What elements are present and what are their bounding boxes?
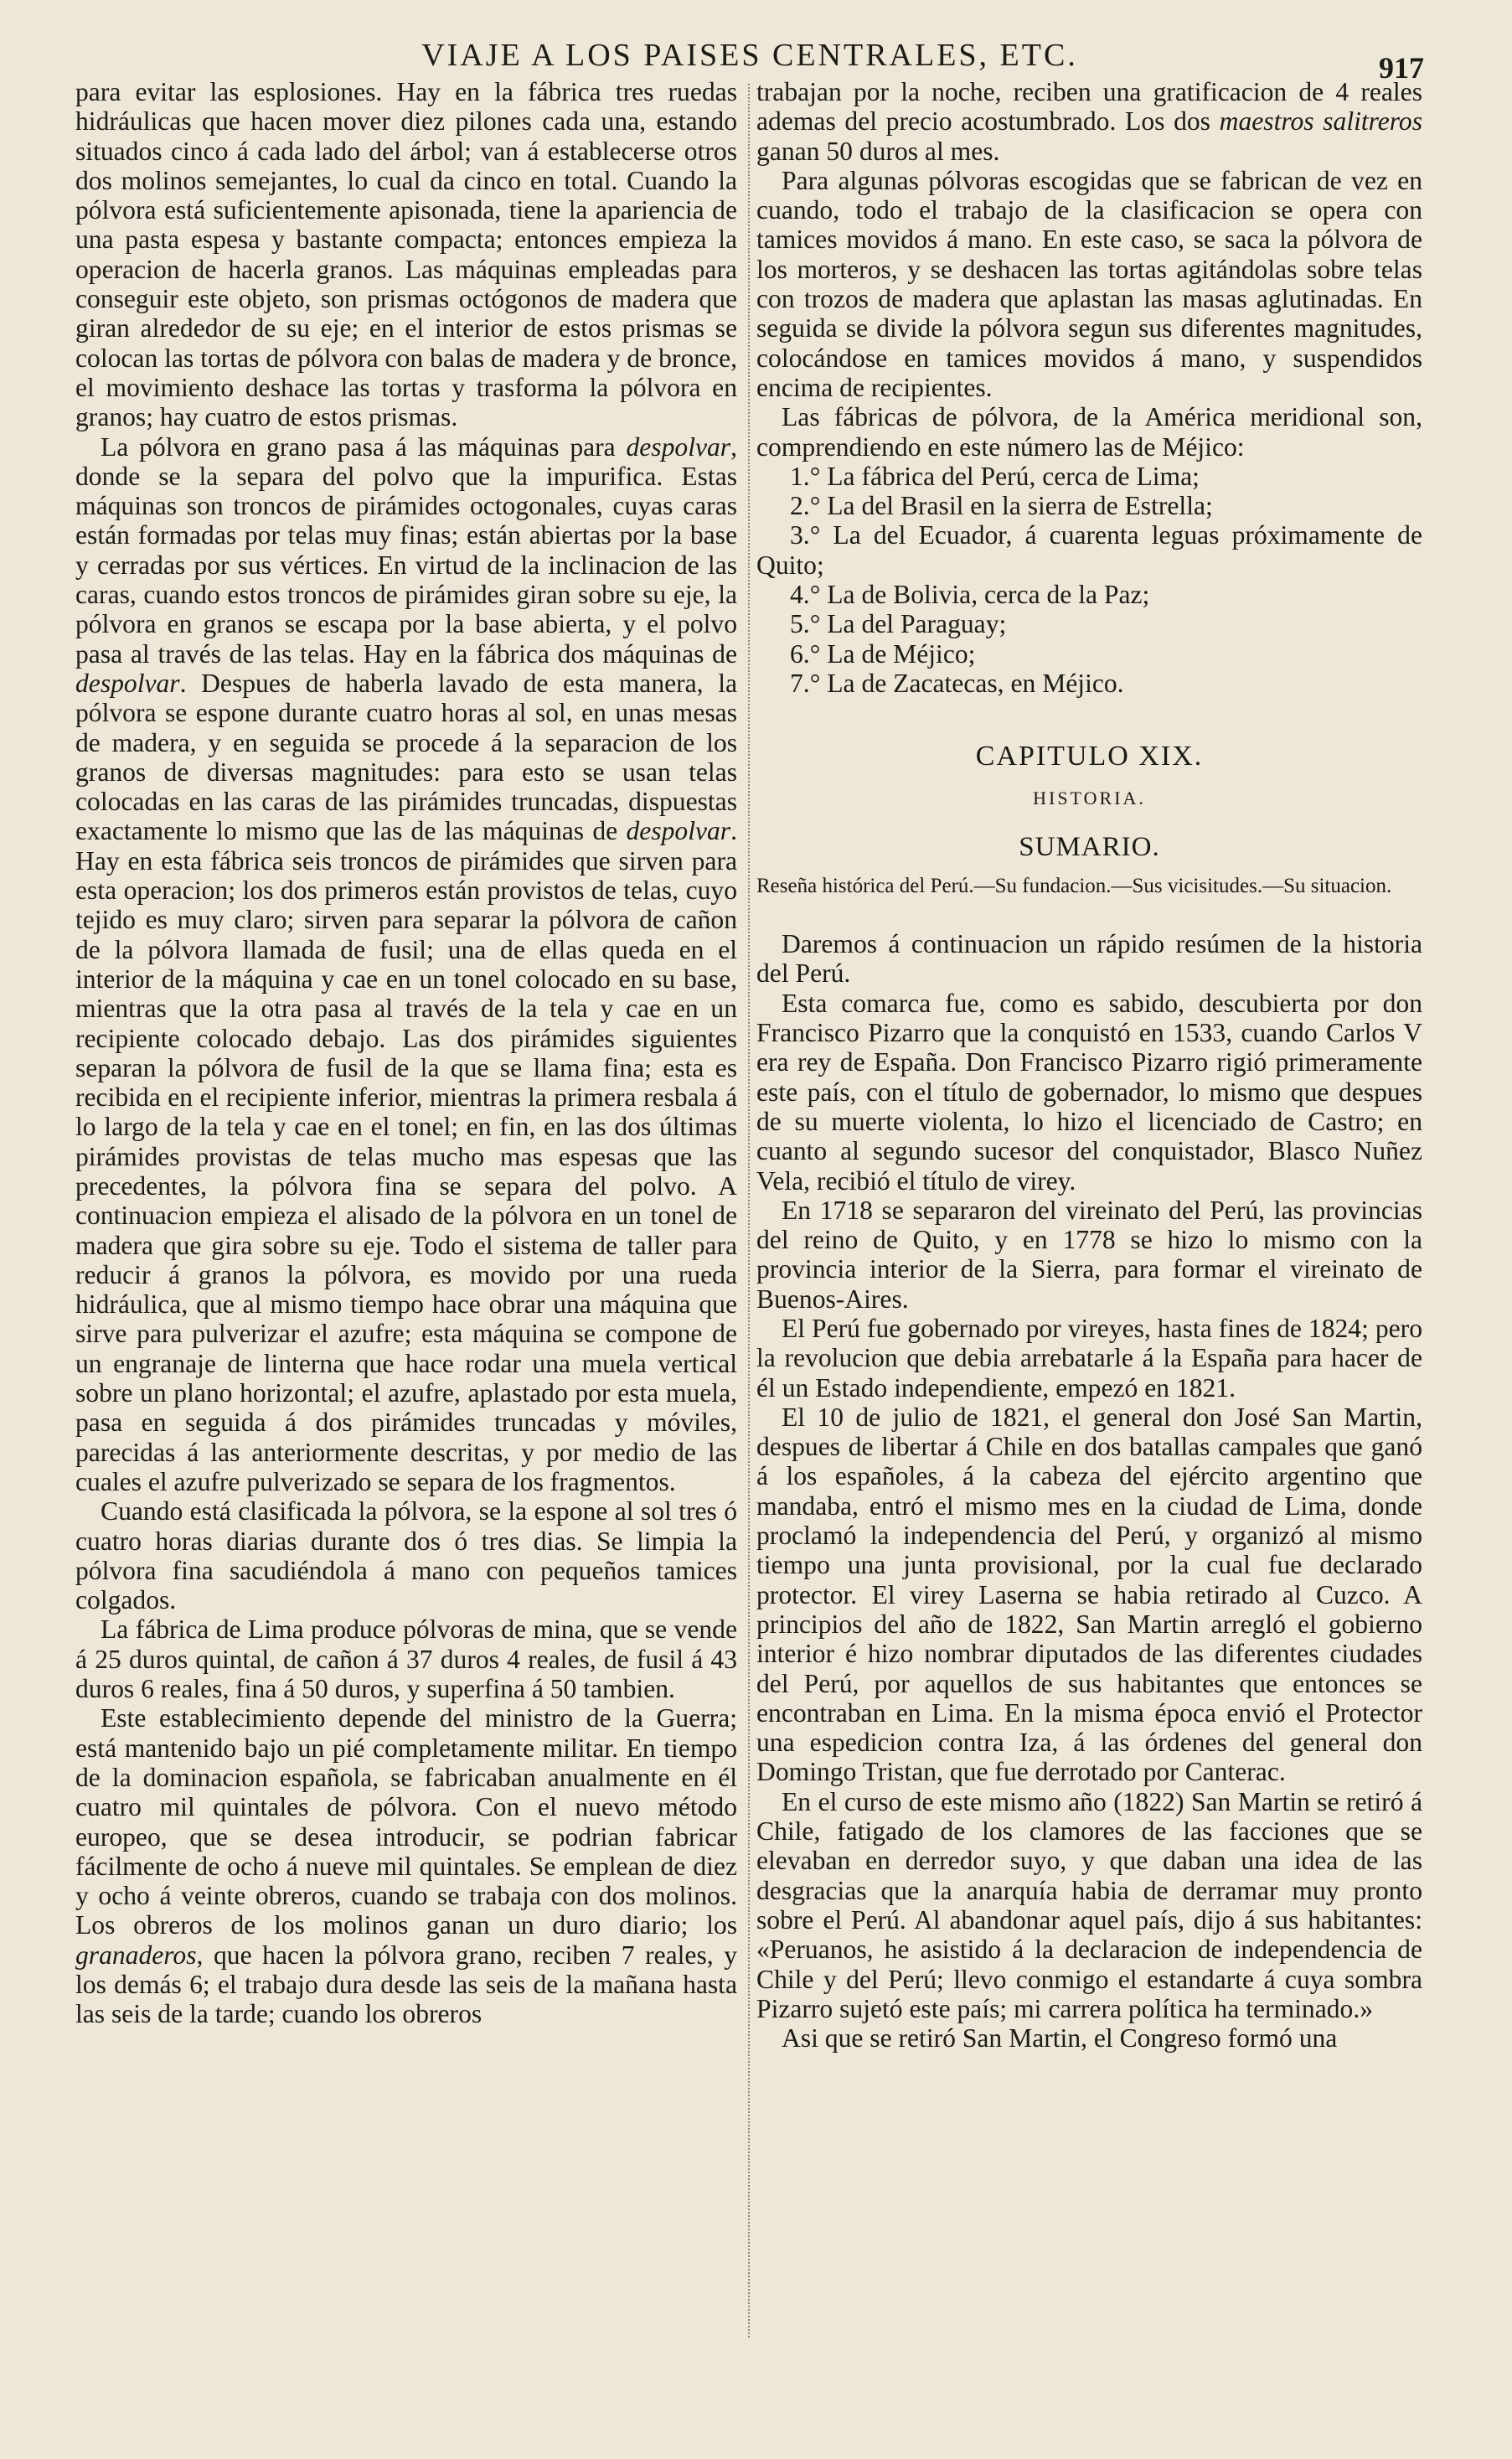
text-run: , que hacen la pólvora grano, reciben 7 reales, y los demás 6; el trabajo dura desde las seis de la mañana hasta las seis de la tarde; cuando los obreros <box>75 1940 737 2029</box>
italic-term: despolvar <box>75 668 180 698</box>
summary-heading: SUMARIO. <box>1019 831 1160 862</box>
text-run: trabajan por la noche, reciben una gratificacion de 4 reales ademas del precio acostumbrado. Los dos <box>756 77 1422 137</box>
paragraph: En el curso de este mismo año (1822) San Martin se retiró á Chile, fatigado de los clamores de las facciones que se elevaban en derredor suyo, y que daban una idea de las desgracias que la anarquía habia de derramar muy pronto sobre el Perú. Al abandonar aquel país, dijo á sus habitantes: «Peruanos, he asistido á la declaracion de independencia de Chile y del Perú; llevo conmigo el estandarte á cuya sombra Pizarro sujetó este país; mi carrera política ha terminado.» <box>756 1786 1422 2023</box>
list-item: 4.° La de Bolivia, cerca de la Paz; <box>790 580 1150 610</box>
paragraph <box>75 432 737 1497</box>
text-run: . Hay en esta fábrica seis troncos de pirámides que sirven para esta operacion; los dos primeros están provistos de telas, cuyo tejido es muy claro; sirven para separar la pólvora de cañon de la pólvora llamada de fusil; una de ellas queda en el interior de la máquina y cae en un tonel colocado en su base, mientras que la otra pasa al través de la tela y cae en un recipiente colocado debajo. Las dos pirámides siguientes separan la pólvora de fusil de la que se llama fina; esta es recibida en el recipiente inferior, mientras la primera resbala á lo largo de la tela y cae en el tonel; en fin, en las dos últimas pirámides provistas de telas mucho mas espesas que las precedentes, la pólvora fina se separa del polvo. A continuacion empieza el alisado de la pólvora en un tonel de madera que gira sobre su eje. Todo el sistema de taller para reducir á granos la pólvora, es movido por una rueda hidráulica, que al mismo tiempo hace obrar una máquina que sirve para pulverizar el azufre; esta máquina se compone de un engranaje de linterna que hace rodar una muela vertical sobre un plano horizontal; el azufre, aplastado por esta muela, pasa en seguida á dos pirámides truncadas y móviles, parecidas á las anteriormente descritas, y por medio de las cuales el azufre pulverizado se separa de los fragmentos. <box>75 816 737 1496</box>
paragraph: Daremos á continuacion un rápido resúmen de la historia del Perú. <box>756 929 1422 989</box>
chapter-title: CAPITULO XIX. <box>975 741 1204 772</box>
paragraph: Esta comarca fue, como es sabido, descubierta por don Francisco Pizarro que la conquistó en 1533, cuando Carlos V era rey de España. Don Francisco Pizarro rigió primeramente este país, con el título de gobernador, lo mismo que despues de su muerte violenta, lo hizo el licenciado de Castro; en cuanto al segundo sucesor del conquistador, Blasco Nuñez Vela, recibió el título de virey. <box>756 988 1422 1196</box>
paragraph: Asi que se retiró San Martin, el Congreso formó una <box>782 2023 1338 2053</box>
list-item: 2.° La del Brasil en la sierra de Estrella; <box>790 491 1213 521</box>
paragraph: La fábrica de Lima produce pólvoras de mina, que se vende á 25 duros quintal, de cañon á 37 duros 4 reales, de fusil á 43 duros 6 reales, fina á 50 duros, y superfina á 50 tambien. <box>75 1614 737 1704</box>
paragraph: El 10 de julio de 1821, el general don José San Martin, despues de libertar á Chile en dos batallas campales que ganó á los españoles, á la cabeza del ejército argentino que mandaba, entró el mismo mes en la ciudad de Lima, donde proclamó la independencia del Perú, y organizó al mismo tiempo una junta provisional, por la cual fue declarado protector. El virey Laserna se habia retirado al Cuzco. A principios del año de 1822, San Martin arregló el gobierno interior é hizo nombrar diputados de las diferentes ciudades del Perú, por aquellos de sus habitantes que entonces se encontraban en Lima. En la misma época envió el Protector una espedicion contra Iza, á las órdenes del general don Domingo Tristan, que fue derrotado por Canterac. <box>756 1402 1422 1787</box>
italic-term: granaderos <box>75 1940 197 1970</box>
paragraph: Cuando está clasificada la pólvora, se la espone al sol tres ó cuatro horas diarias durante dos ó tres dias. Se limpia la pólvora fina sacudiéndola á mano con pequeños tamices colgados. <box>75 1496 737 1615</box>
paragraph <box>75 1703 737 2028</box>
paragraph: Las fábricas de pólvora, de la América meridional son, comprendiendo en este número las de Méjico: <box>756 402 1422 462</box>
list-item: 3.° La del Ecuador, á cuarenta leguas próximamente de Quito; <box>756 520 1422 580</box>
chapter-subtitle: HISTORIA. <box>1033 787 1146 808</box>
column-divider <box>748 84 751 2338</box>
paragraph: para evitar las esplosiones. Hay en la fábrica tres ruedas hidráulicas que hacen mover diez pilones cada una, estando situados cinco á cada lado del árbol; van á establecerse otros dos molinos semejantes, lo cual da cinco en total. Cuando la pólvora está suficientemente apisonada, tiene la apariencia de una pasta espesa y bastante compacta; entonces empieza la operacion de hacerla granos. Las máquinas empleadas para conseguir este objeto, son prismas octógonos de madera que giran alrededor de su eje; en el interior de estos prismas se colocan las tortas de pólvora con balas de madera y de bronce, el movimiento deshace las tortas y trasforma la pólvora en granos; hay cuatro de estos prismas. <box>75 77 737 432</box>
italic-term: maestros salitreros <box>1219 106 1422 137</box>
list-item: 1.° La fábrica del Perú, cerca de Lima; <box>790 461 1200 491</box>
page-number: 917 <box>1379 51 1424 85</box>
italic-term: despolvar <box>626 816 731 846</box>
paragraph: Para algunas pólvoras escogidas que se fabrican de vez en cuando, todo el trabajo de la clasificacion se opera con tamices movidos á mano. En este caso, se saca la pólvora de los morteros, y se deshacen las tortas agitándolas sobre telas con trozos de madera que aplastan las masas aglutinadas. En seguida se divide la pólvora segun sus diferentes magnitudes, colocándose en tamices movidos á mano, y suspendidos encima de recipientes. <box>756 165 1422 402</box>
list-item: 7.° La de Zacatecas, en Méjico. <box>790 668 1124 698</box>
text-run: Este establecimiento depende del ministro de la Guerra; está mantenido bajo un pié completamente militar. En tiempo de la dominacion española, se fabricaban anualmente en él cuatro mil quintales de pólvora. Con el nuevo método europeo, que se desea introducir, se podrian fabricar fácilmente de ocho á nueve mil quintales. Se emplean de diez y ocho á veinte obreros, cuando se trabaja con dos molinos. Los obreros de los molinos ganan un duro diario; los <box>75 1703 737 1940</box>
right-column <box>756 77 1422 2423</box>
paragraph <box>756 77 1422 166</box>
text-run: ganan 50 duros al mes. <box>756 136 1000 166</box>
paragraph: En 1718 se separaron del vireinato del Perú, las provincias del reino de Quito, y en 1778 se hizo lo mismo con la provincia interior de la Sierra, para formar el vireinato de Buenos-Aires. <box>756 1195 1422 1314</box>
left-column <box>75 77 737 2423</box>
text-run: . Despues de haberla lavado de esta manera, la pólvora se espone durante cuatro horas al sol, en unas mesas de madera, y en seguida se procede á la separacion de los granos de diversas magnitudes: para esto se usan telas colocadas en las caras de las pirámides truncadas, dispuestas exactamente lo mismo que las de las máquinas de <box>75 668 737 846</box>
text-run: La pólvora en grano pasa á las máquinas para <box>101 431 627 462</box>
list-item: 6.° La de Méjico; <box>790 638 976 669</box>
list-item: 5.° La del Paraguay; <box>790 609 1007 639</box>
paragraph: El Perú fue gobernado por vireyes, hasta fines de 1824; pero la revolucion que debia arrebatarle á la España para hacer de él un Estado independiente, empezó en 1821. <box>756 1313 1422 1403</box>
summary-text: Reseña histórica del Perú.—Su fundacion.—Sus vicisitudes.—Su situacion. <box>756 875 1392 898</box>
running-title: VIAJE A LOS PAISES CENTRALES, ETC. <box>421 38 1078 73</box>
italic-term: despolvar <box>626 431 731 462</box>
factory-list <box>756 462 1422 698</box>
text-run: , donde se la separa del polvo que la impurifica. Estas máquinas son troncos de pirámides octogonales, cuyas caras están formadas por telas muy finas; están abiertas por la base y cerradas por sus vértices. En virtud de la inclinacion de las caras, cuando estos troncos de pirámides giran sobre su eje, la pólvora en granos se escapa por la base abierta, y el polvo pasa al través de las telas. Hay en la fábrica dos máquinas de <box>75 431 737 669</box>
